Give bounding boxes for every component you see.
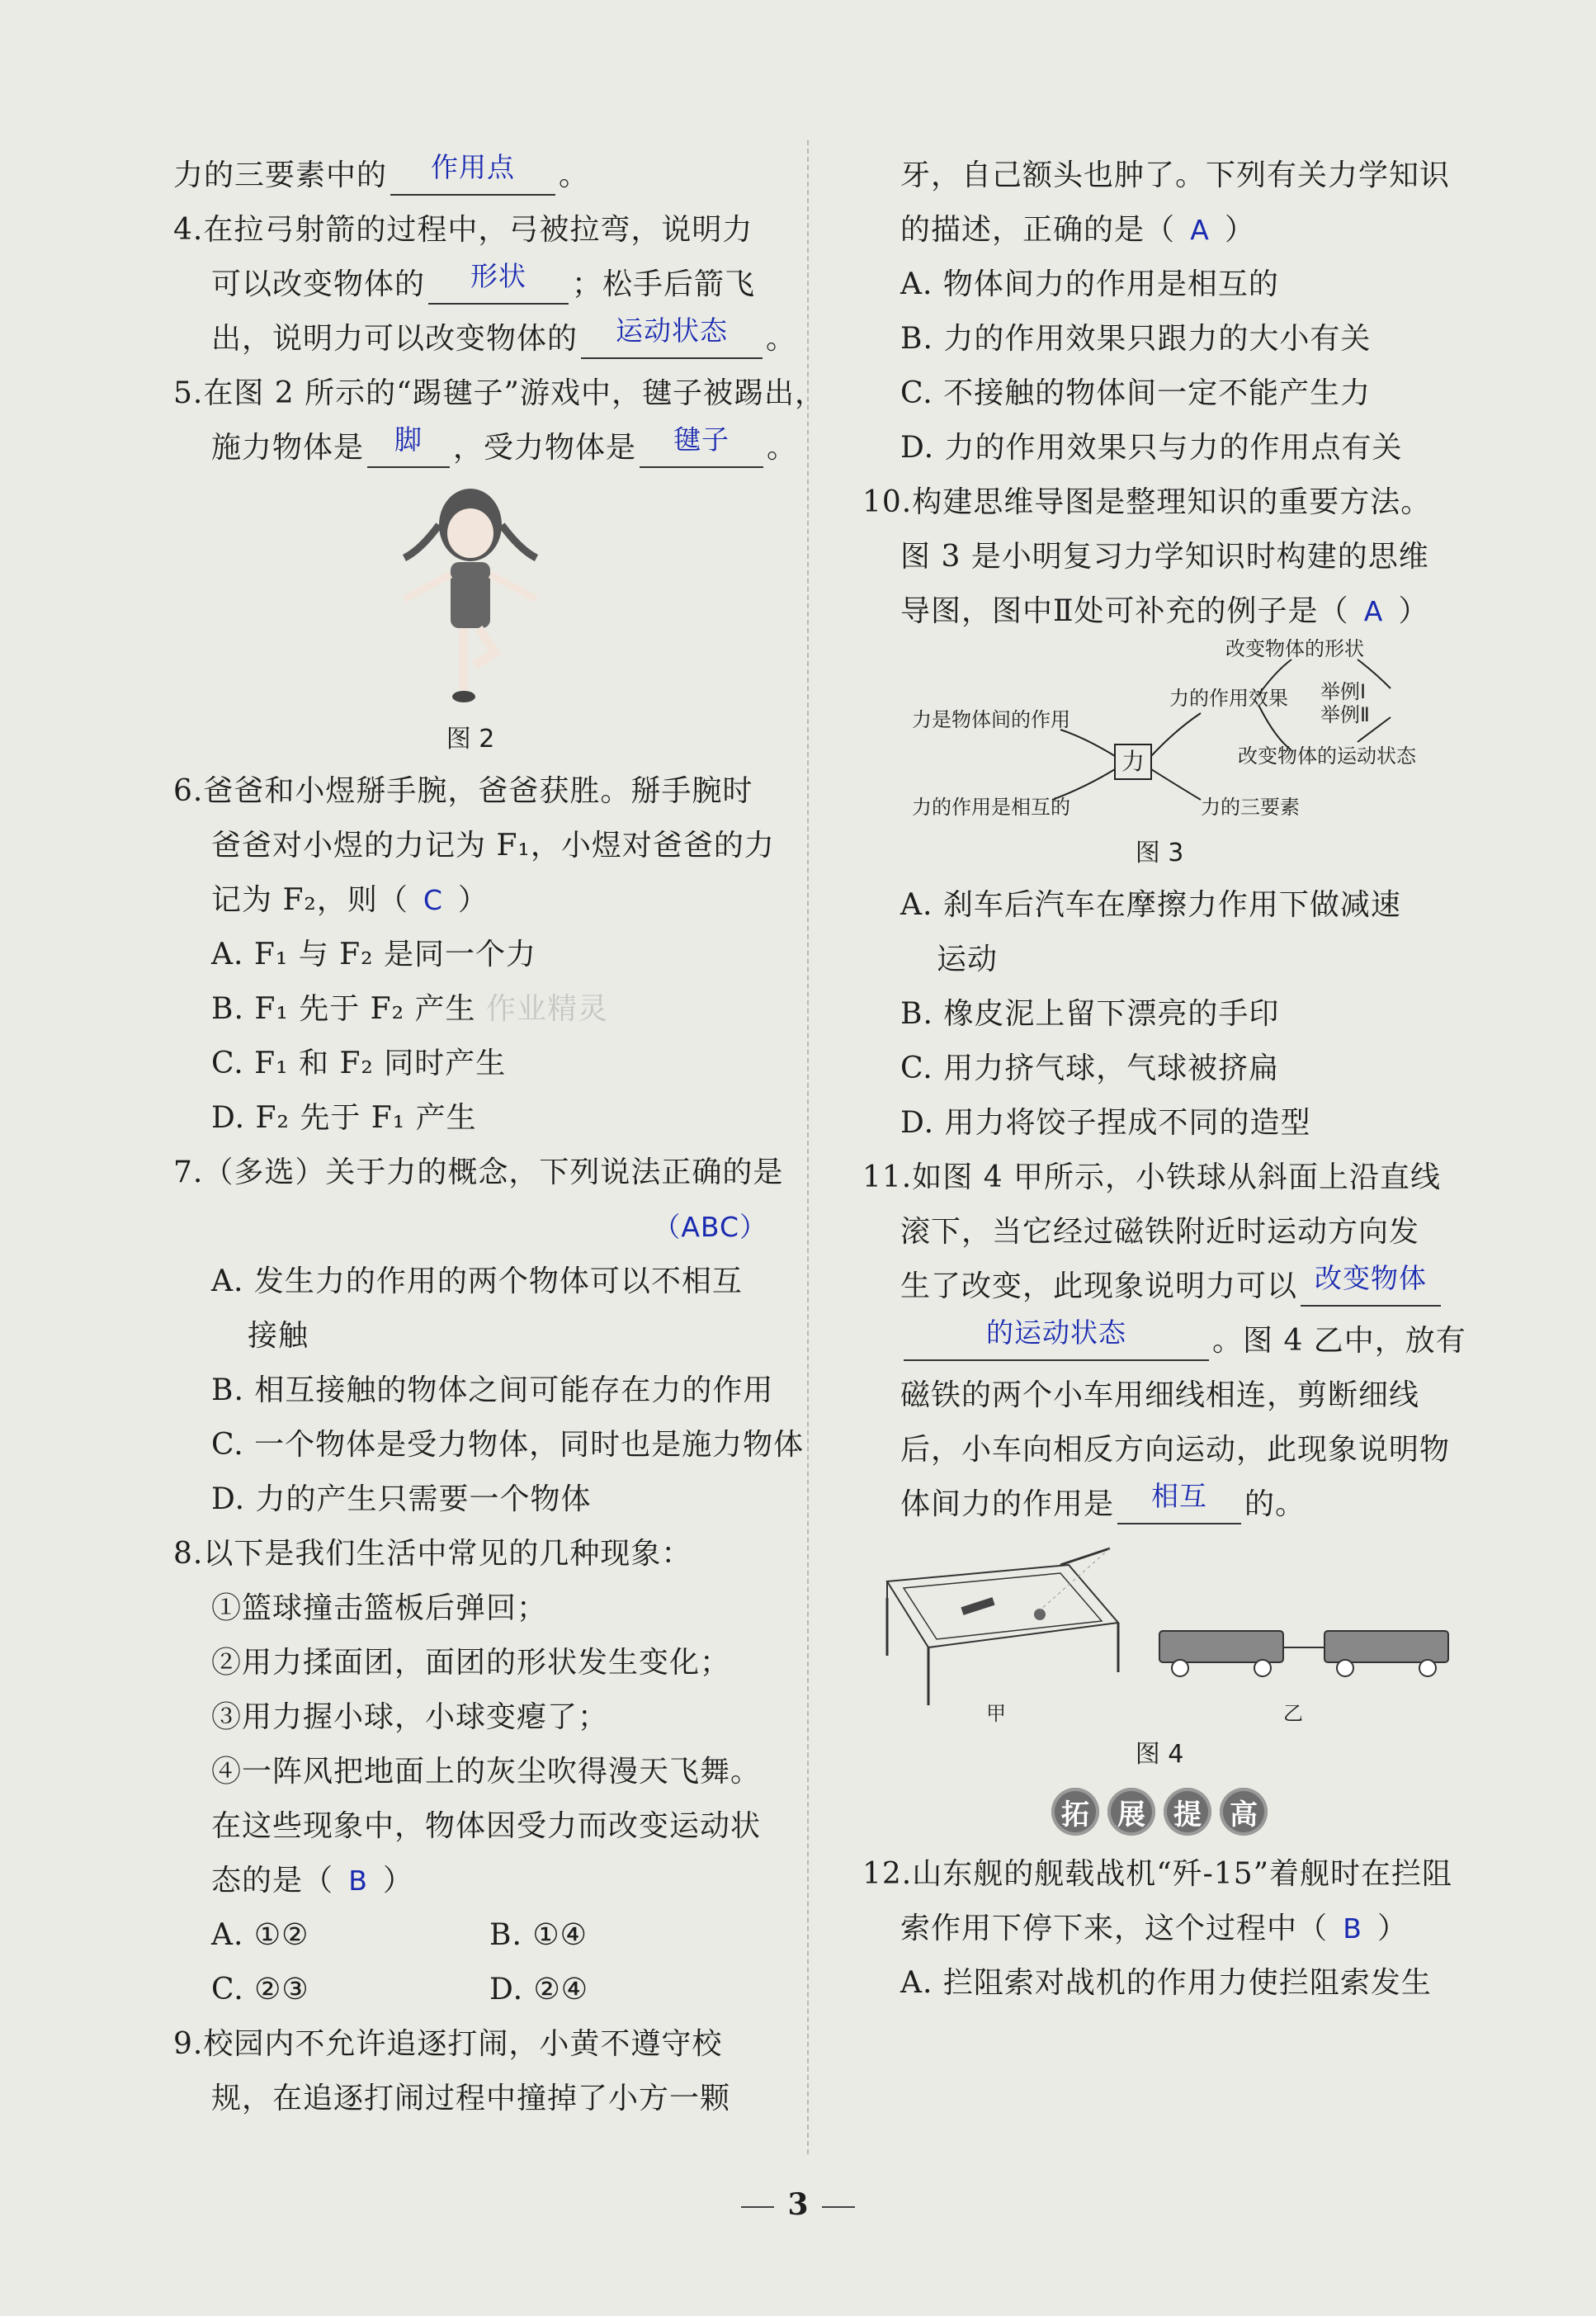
watermark: 作业精灵 bbox=[485, 992, 608, 1026]
q6-line1: 6.爸爸和小煜掰手腕，爸爸获胜。掰手腕时 bbox=[173, 774, 753, 808]
q12-line2: 索作用下停下来，这个过程中（ B ） bbox=[900, 1912, 1409, 1945]
figure-4-illustration bbox=[862, 1532, 1457, 1730]
q10-option-c: C. 用力挤气球，气球被挤扁 bbox=[900, 1052, 1280, 1085]
answer-blank: 形状 bbox=[428, 267, 569, 305]
answer-blank: 脚 bbox=[367, 430, 450, 468]
q11-line6: 后，小车向相反方向运动，此现象说明物 bbox=[900, 1433, 1451, 1467]
q3-tail: 力的三要素中的 作用点 。 bbox=[173, 149, 767, 203]
mind-map-node: 举例Ⅰ bbox=[1320, 680, 1367, 703]
q8-item: ④一阵风把地面上的灰尘吹得漫天飞舞。 bbox=[211, 1755, 762, 1789]
q11-line5: 磁铁的两个小车用细线相连，剪断细线 bbox=[900, 1378, 1420, 1412]
section-title-char: 提 bbox=[1164, 1788, 1211, 1836]
q8-item: ①篮球撞击篮板后弹回； bbox=[211, 1591, 548, 1625]
mind-map-diagram bbox=[862, 639, 1457, 829]
answer-blank: 的运动状态 bbox=[904, 1323, 1209, 1361]
figure-3-caption: 图 3 bbox=[1135, 839, 1184, 867]
section-title-char: 高 bbox=[1220, 1788, 1268, 1836]
q9-option-a: A. 物体间力的作用是相互的 bbox=[900, 267, 1279, 301]
q11-line2: 滚下，当它经过磁铁附近时运动方向发 bbox=[900, 1215, 1420, 1249]
dash bbox=[741, 2206, 774, 2208]
mind-map-node: 举例Ⅱ bbox=[1320, 703, 1370, 726]
q11-line4: 的运动状态 。图 4 乙中，放有 bbox=[862, 1314, 1457, 1368]
q9-option-d: D. 力的作用效果只与力的作用点有关 bbox=[900, 431, 1403, 465]
q9-tail-line1: 牙，自己额头也肿了。下列有关力学知识 bbox=[900, 158, 1451, 192]
mind-map-node: 力的三要素 bbox=[1201, 796, 1300, 819]
figure-4-caption: 图 4 bbox=[1135, 1740, 1184, 1769]
q12-option-a: A. 拦阻索对战机的作用力使拦阻索发生 bbox=[900, 1966, 1432, 2000]
q9-line2: 规，在追逐打闹过程中撞掉了小方一颗 bbox=[211, 2082, 731, 2115]
q4-line3: 出，说明力可以改变物体的 运动状态 。 bbox=[173, 312, 767, 366]
dash bbox=[822, 2206, 855, 2208]
q4-line1: 4.在拉弓射箭的过程中，弓被拉弯，说明力 bbox=[173, 213, 753, 247]
figure-2-caption: 图 2 bbox=[446, 725, 495, 754]
q11-line3: 生了改变，此现象说明力可以 改变物体 bbox=[862, 1260, 1457, 1314]
q10-line1: 10.构建思维导图是整理知识的重要方法。 bbox=[862, 485, 1432, 519]
answer-blank: 作用点 bbox=[390, 158, 555, 196]
q7-option-a: A. 发生力的作用的两个物体可以不相互 bbox=[211, 1264, 743, 1298]
q7-option-a-cont: 接触 bbox=[248, 1319, 309, 1353]
q10-line3: 导图，图中Ⅱ处可补充的例子是（ A ） bbox=[900, 594, 1429, 628]
mind-map-node: 改变物体的运动状态 bbox=[1238, 744, 1416, 768]
left-column bbox=[173, 149, 825, 2126]
answer-blank: 改变物体 bbox=[1301, 1269, 1441, 1307]
q10-option-a: A. 刹车后汽车在摩擦力作用下做减速 bbox=[900, 888, 1401, 922]
answer-blank: 相互 bbox=[1117, 1486, 1241, 1524]
q11-line1: 11.如图 4 甲所示，小铁球从斜面上沿直线 bbox=[862, 1160, 1442, 1194]
q7-option-c: C. 一个物体是受力物体，同时也是施力物体 bbox=[211, 1428, 805, 1462]
answer-blank: 运动状态 bbox=[581, 321, 763, 359]
q7-option-b: B. 相互接触的物体之间可能存在力的作用 bbox=[211, 1373, 774, 1407]
section-title-char: 展 bbox=[1107, 1788, 1155, 1836]
q8-options-row1: A. ①② B. ①④ bbox=[211, 1918, 588, 1952]
q10-option-a-cont: 运动 bbox=[937, 943, 999, 976]
q7-answer: （ABC） bbox=[653, 1211, 767, 1243]
q9-option-b: B. 力的作用效果只跟力的大小有关 bbox=[900, 322, 1372, 356]
q11-line7: 体间力的作用是 相互 的。 bbox=[862, 1477, 1457, 1532]
figure-4-label-yi: 乙 bbox=[1283, 1702, 1303, 1725]
q7-line1: 7.（多选）关于力的概念，下列说法正确的是 bbox=[173, 1156, 784, 1189]
q5-line2: 施力物体是 脚 ，受力物体是 毽子 。 bbox=[173, 421, 767, 475]
mind-map-node: 力的作用效果 bbox=[1169, 687, 1288, 710]
q10-option-b: B. 橡皮泥上留下漂亮的手印 bbox=[900, 997, 1280, 1031]
q6-line3: 记为 F₂，则（ C ） bbox=[211, 883, 489, 917]
q8-item: ③用力握小球，小球变瘪了； bbox=[211, 1700, 609, 1734]
q8-line2: 在这些现象中，物体因受力而改变运动状 bbox=[211, 1809, 762, 1843]
q9-option-c: C. 不接触的物体间一定不能产生力 bbox=[900, 376, 1372, 410]
answer-blank: 毽子 bbox=[640, 430, 763, 468]
q6-option-b: B. F₁ 先于 F₂ 产生 作业精灵 bbox=[211, 992, 608, 1026]
right-column bbox=[862, 149, 1466, 2011]
girl-kicking-shuttlecock-illustration bbox=[388, 475, 553, 715]
q6-line2: 爸爸对小煜的力记为 F₁，小煜对爸爸的力 bbox=[211, 829, 775, 863]
q12-line1: 12.山东舰的舰载战机“歼-15”着舰时在拦阻 bbox=[862, 1857, 1453, 1891]
mind-map-node: 力是物体间的作用 bbox=[912, 708, 1070, 731]
q9-tail-line2: 的描述，正确的是（ A ） bbox=[900, 213, 1256, 247]
q7-option-d: D. 力的产生只需要一个物体 bbox=[211, 1482, 592, 1516]
q6-option-a: A. F₁ 与 F₂ 是同一个力 bbox=[211, 938, 537, 971]
q10-option-d: D. 用力将饺子捏成不同的造型 bbox=[900, 1106, 1311, 1140]
q8-item: ②用力揉面团，面团的形状发生变化； bbox=[211, 1646, 731, 1680]
mind-map-node: 力的作用是相互的 bbox=[912, 796, 1070, 819]
figure-4-label-jia: 甲 bbox=[986, 1702, 1006, 1725]
q10-line2: 图 3 是小明复习力学知识时构建的思维 bbox=[900, 540, 1429, 574]
mind-map-center: 力 bbox=[1121, 748, 1145, 775]
q6-option-c: C. F₁ 和 F₂ 同时产生 bbox=[211, 1047, 507, 1080]
q6-option-d: D. F₂ 先于 F₁ 产生 bbox=[211, 1101, 477, 1135]
mind-map-node: 改变物体的形状 bbox=[1225, 639, 1364, 660]
q8-line1: 8.以下是我们生活中常见的几种现象： bbox=[173, 1537, 692, 1571]
q5-line1: 5.在图 2 所示的“踢毽子”游戏中，毽子被踢出， bbox=[173, 376, 825, 410]
column-divider bbox=[807, 140, 809, 2154]
section-title-extension bbox=[862, 1788, 1457, 1836]
section-title-char: 拓 bbox=[1051, 1788, 1099, 1836]
q8-line3: 态的是（ B ） bbox=[211, 1864, 414, 1898]
page-number: 3 bbox=[0, 2187, 1596, 2222]
q4-line2: 可以改变物体的 形状 ；松手后箭飞 bbox=[173, 258, 767, 312]
q8-options-row2: C. ②③ D. ②④ bbox=[211, 1973, 589, 2006]
q9-line1: 9.校园内不允许追逐打闹，小黄不遵守校 bbox=[173, 2027, 723, 2061]
